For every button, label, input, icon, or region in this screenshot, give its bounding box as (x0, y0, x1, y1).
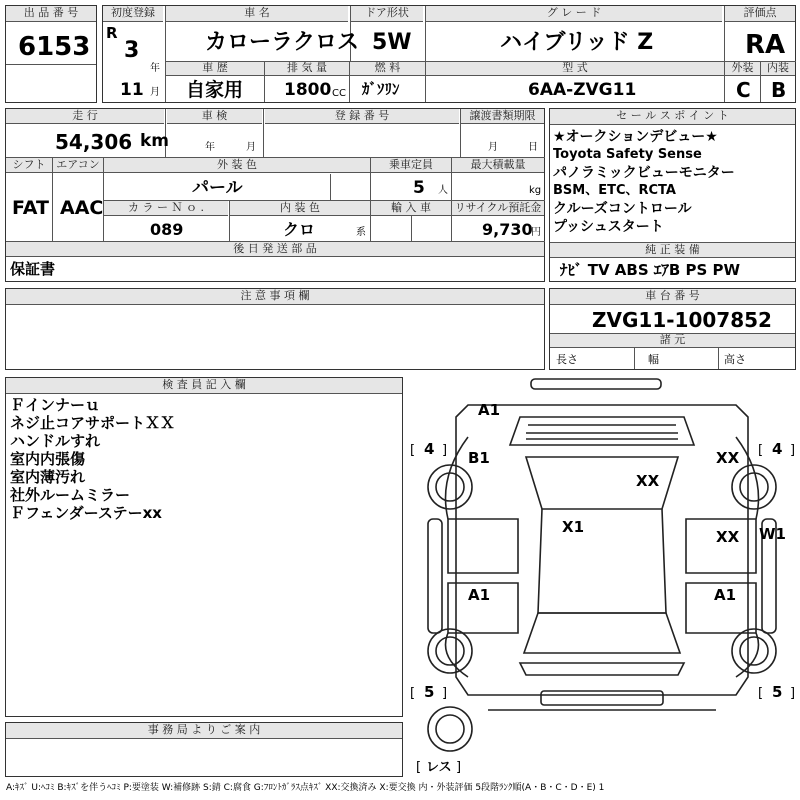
svg-text:[: [ (416, 760, 422, 775)
svg-text:[: [ (758, 443, 764, 458)
aircon-label: エアコン (53, 158, 103, 173)
interior-grade-label: 内装 (761, 62, 795, 76)
door-label: ドア形状 (351, 6, 423, 22)
capacity-label: 乗車定員 (371, 158, 451, 173)
sales-points-label: セ ー ル ス ポ イ ン ト (550, 109, 795, 125)
model-value: 6AA-ZVG11 (528, 80, 637, 100)
first-reg-year: 3 (124, 38, 140, 63)
mileage-value: 54,306 (55, 130, 133, 154)
inspection-month-unit: 月 (246, 142, 256, 153)
recycle-unit: 円 (531, 227, 541, 238)
color-no-value: 089 (150, 220, 184, 239)
model-label: 型 式 (426, 62, 724, 76)
capacity-unit: 人 (438, 185, 448, 196)
sales-point: プッシュスタート (553, 219, 664, 235)
interior-grade-value: B (771, 78, 787, 102)
inspector-label: 検 査 員 記 入 欄 (6, 378, 402, 394)
damage-mark: XX (716, 449, 740, 467)
caution-box (5, 288, 545, 370)
max-load-unit: kg (529, 185, 542, 196)
tire-tread: 5 (772, 683, 783, 701)
equipment-value: ﾅﾋﾞ TV ABS ｴｱB PS PW (560, 261, 741, 279)
capacity-value: 5 (413, 178, 425, 198)
office-box (5, 722, 403, 777)
sales-point: ★オークションデビュー★ (553, 129, 718, 145)
fuel-value: ｶﾞｿﾘﾝ (362, 80, 400, 98)
history-label: 車 歴 (166, 62, 264, 76)
sales-points (549, 108, 796, 282)
tire-tread: 5 (424, 683, 435, 701)
first-reg-label: 初度登録 (103, 6, 163, 22)
color-label: 外 装 色 (104, 158, 370, 173)
chassis-label: 車 台 番 号 (550, 289, 795, 305)
chassis-box (549, 288, 796, 370)
chassis-value: ZVG11-1007852 (592, 308, 772, 332)
tire-tread: 4 (424, 440, 435, 458)
sales-point: BSM、ETC、RCTA (553, 183, 676, 198)
first-reg-month: 11 (120, 80, 144, 100)
transfer-label: 譲渡書類期限 (461, 109, 544, 124)
fuel-label: 燃 料 (350, 62, 425, 76)
car-name-value: カローラクロス (205, 30, 360, 55)
grade-value: ハイブリッド Z (500, 30, 654, 55)
later-parts-label: 後 日 発 送 部 品 (6, 242, 544, 257)
first-reg-era: R (106, 24, 118, 42)
later-parts-value: 保証書 (10, 260, 56, 278)
damage-mark: W1 (759, 525, 786, 543)
color-no-label: カ ラ ー Ｎ ｏ . (104, 201, 228, 216)
spec-width: 幅 (648, 353, 659, 366)
damage-mark: XX (716, 528, 740, 546)
tire-tread: レス (426, 760, 452, 775)
aircon-value: AAC (60, 197, 104, 219)
inspector-note: 室内薄汚れ (10, 468, 86, 486)
door-value: 5W (372, 30, 412, 55)
svg-text:]: ] (790, 443, 796, 458)
svg-text:[: [ (758, 686, 764, 701)
mileage-unit: km (140, 131, 170, 151)
color-value: パール (192, 178, 243, 198)
exterior-grade-value: C (736, 78, 751, 102)
damage-mark: XX (636, 472, 660, 490)
max-load-label: 最大積載量 (452, 158, 544, 173)
tire-tread: 4 (772, 440, 783, 458)
shift-value: FAT (12, 197, 49, 219)
specs-label: 諸 元 (550, 334, 795, 348)
inspection-label: 車 検 (167, 109, 262, 124)
grade-label: グ レ ー ド (426, 6, 722, 22)
import-label: 輸 入 車 (371, 201, 451, 216)
svg-text:]: ] (456, 760, 462, 775)
spec-length: 長さ (556, 353, 578, 366)
sales-point: クルーズコントロール (553, 201, 692, 217)
damage-mark: A1 (468, 586, 491, 604)
recycle-value: 9,730 (482, 220, 533, 239)
exterior-grade-label: 外装 (725, 62, 760, 76)
inspection-year-unit: 年 (205, 142, 215, 153)
car-name-label: 車 名 (166, 6, 348, 22)
shift-label: シフト (6, 158, 52, 173)
first-reg-year-unit: 年 (150, 63, 160, 74)
vehicle-diagram (408, 377, 796, 777)
inspector-note: ネジ止コアサポートＸＸ (10, 414, 176, 432)
history-value: 自家用 (186, 79, 244, 101)
sales-point: パノラミックビューモニター (553, 165, 735, 181)
svg-text:]: ] (790, 686, 796, 701)
transfer-month-unit: 月 (488, 142, 498, 153)
equipment-label: 純 正 装 備 (550, 243, 795, 258)
registration-label: 登 録 番 号 (265, 109, 459, 124)
inspector-note: 室内内張傷 (10, 450, 86, 468)
caution-label: 注 意 事 項 欄 (6, 289, 544, 305)
damage-mark: A1 (714, 586, 737, 604)
office-label: 事 務 局 よ り ご 案 内 (6, 723, 402, 739)
interior-color-unit: 系 (356, 227, 366, 238)
score-value: RA (745, 30, 786, 60)
inspector-note: ハンドルすれ (10, 432, 101, 450)
inspector-box (5, 377, 403, 717)
lot-label: 出 品 番 号 (6, 6, 96, 22)
transfer-day-unit: 日 (528, 142, 538, 153)
inspector-note: Ｆインナーｕ (10, 396, 101, 414)
inspector-note: 社外ルームミラー (10, 486, 131, 504)
damage-mark: B1 (468, 449, 490, 467)
legend: A:ｷｽﾞ U:ﾍｺﾐ B:ｷｽﾞを伴うﾍｺﾐ P:要塗装 W:補修跡 S:錆 C:腐食 G:ﾌﾛﾝﾄｶﾞﾗｽ点ｷｽﾞ XX:交換済み X:要交換 内・外装評価 5段階ﾗﾝｸ順(A・B・C・D・E) 1 (6, 783, 605, 793)
sales-point: Toyota Safety Sense (553, 147, 702, 162)
displacement-label: 排 気 量 (265, 62, 349, 76)
lot-cell (5, 5, 97, 103)
svg-text:[: [ (410, 686, 416, 701)
lot-number: 6153 (18, 32, 91, 62)
interior-color-label: 内 装 色 (230, 201, 370, 216)
first-reg-month-unit: 月 (150, 87, 160, 98)
recycle-label: リサイクル預託金 (452, 201, 544, 216)
svg-text:]: ] (442, 686, 448, 701)
interior-color-value: クロ (283, 220, 316, 239)
spec-height: 高さ (724, 353, 746, 366)
svg-text:[: [ (410, 443, 416, 458)
displacement-unit: CC (332, 88, 346, 99)
damage-mark: A1 (478, 401, 501, 419)
inspector-note: Ｆフェンダーステーxx (10, 504, 162, 522)
mileage-label: 走 行 (6, 109, 164, 124)
score-label: 評価点 (725, 6, 795, 22)
svg-text:]: ] (442, 443, 448, 458)
displacement-value: 1800 (284, 80, 332, 100)
damage-mark: X1 (562, 518, 585, 536)
